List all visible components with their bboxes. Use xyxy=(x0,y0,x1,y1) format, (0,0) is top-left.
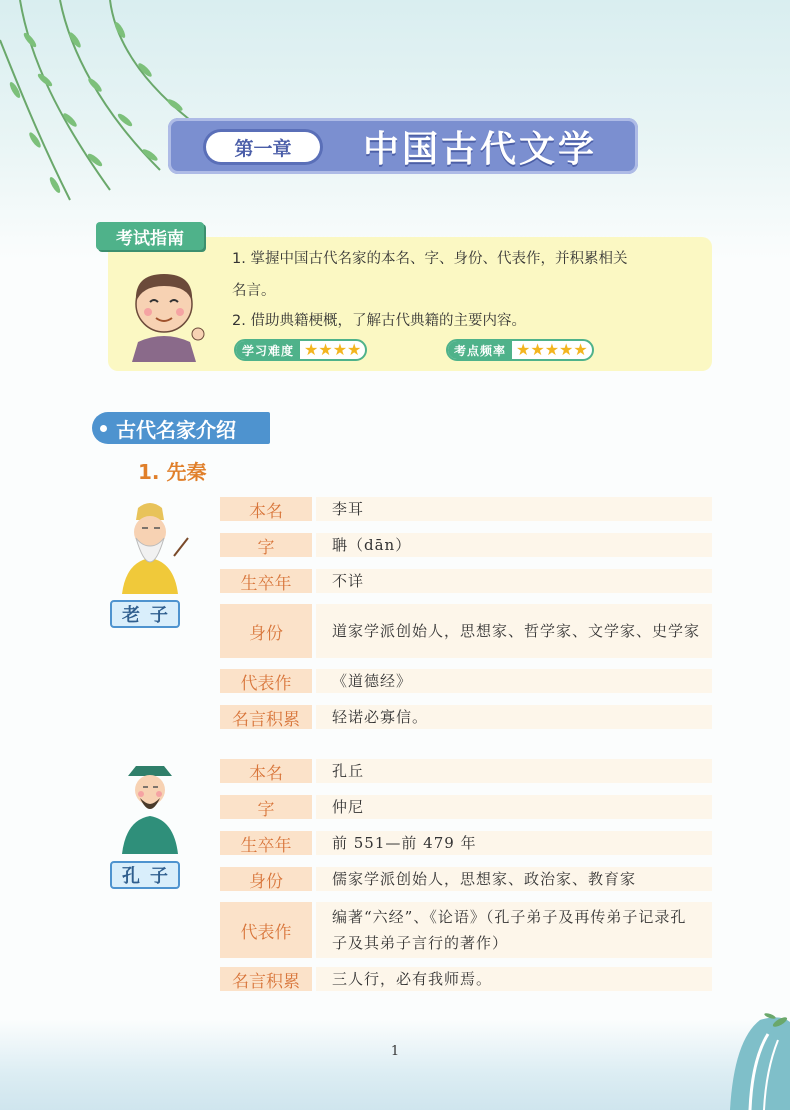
guide-line-2: 名言。 xyxy=(232,283,276,299)
difficulty-rating xyxy=(234,339,367,361)
row-label: 生卒年 xyxy=(220,831,312,855)
row-label: 名言积累 xyxy=(220,967,312,991)
confucius-name-tag: 孔子 xyxy=(110,861,180,889)
confucius-row-courtesy-name xyxy=(220,795,712,819)
bottom-background xyxy=(0,1020,790,1110)
row-label: 身份 xyxy=(220,604,312,658)
laozi-row-given-name xyxy=(220,497,712,521)
guide-line-3: 2. 借助典籍梗概，了解古代典籍的主要内容。 xyxy=(232,313,526,329)
row-value: 不详 xyxy=(316,569,712,593)
row-label: 代表作 xyxy=(220,902,312,958)
row-value: 三人行，必有我师焉。 xyxy=(316,967,712,991)
row-value: 《道德经》 xyxy=(316,669,712,693)
row-label: 生卒年 xyxy=(220,569,312,593)
laozi-row-identity xyxy=(220,604,712,658)
section-bullet-icon xyxy=(100,425,107,432)
frequency-rating xyxy=(446,339,594,361)
row-label: 名言积累 xyxy=(220,705,312,729)
teacher-avatar-icon xyxy=(118,262,210,362)
guide-line-1: 1. 掌握中国古代名家的本名、字、身份、代表作，并积累相关 xyxy=(232,251,628,267)
confucius-row-works xyxy=(220,902,712,958)
confucius-row-quote xyxy=(220,967,712,991)
section-subtitle: 1. 先秦 xyxy=(138,460,207,484)
row-value: 前 551—前 479 年 xyxy=(316,831,712,855)
laozi-row-courtesy-name xyxy=(220,533,712,557)
row-value: 道家学派创始人，思想家、哲学家、文学家、史学家 xyxy=(316,604,712,658)
row-value: 轻诺必寡信。 xyxy=(316,705,712,729)
row-label: 字 xyxy=(220,533,312,557)
laozi-row-works xyxy=(220,669,712,693)
confucius-row-given-name xyxy=(220,759,712,783)
confucius-portrait-icon xyxy=(108,760,192,854)
row-value: 儒家学派创始人，思想家、政治家、教育家 xyxy=(316,867,712,891)
row-value: 仲尼 xyxy=(316,795,712,819)
row-value: 孔丘 xyxy=(316,759,712,783)
row-label: 身份 xyxy=(220,867,312,891)
chapter-title: 中国古代文学 xyxy=(362,128,597,170)
row-value: 聃（dān） xyxy=(316,533,712,557)
row-value: 李耳 xyxy=(316,497,712,521)
confucius-row-identity xyxy=(220,867,712,891)
waterfall-decoration xyxy=(720,1010,790,1110)
frequency-label: 考点频率 xyxy=(448,341,512,359)
laozi-row-quote xyxy=(220,705,712,729)
row-label: 字 xyxy=(220,795,312,819)
row-value: 编著“六经”、《论语》（孔子弟子及再传弟子记录孔子及其弟子言行的著作） xyxy=(316,902,712,958)
row-label: 代表作 xyxy=(220,669,312,693)
row-label: 本名 xyxy=(220,497,312,521)
laozi-name-tag: 老子 xyxy=(110,600,180,628)
laozi-row-lifespan xyxy=(220,569,712,593)
confucius-row-lifespan xyxy=(220,831,712,855)
row-label: 本名 xyxy=(220,759,312,783)
section-title: 古代名家介绍 xyxy=(92,412,270,444)
page-number: 1 xyxy=(390,1044,400,1059)
difficulty-stars: ★★★★ xyxy=(304,340,362,359)
laozi-portrait-icon xyxy=(108,500,192,594)
willow-branches-decoration xyxy=(0,0,240,230)
difficulty-label: 学习难度 xyxy=(236,341,300,359)
chapter-number: 第一章 xyxy=(206,132,320,162)
frequency-stars: ★★★★★ xyxy=(516,340,588,359)
exam-guide-tag: 考试指南 xyxy=(96,222,204,250)
